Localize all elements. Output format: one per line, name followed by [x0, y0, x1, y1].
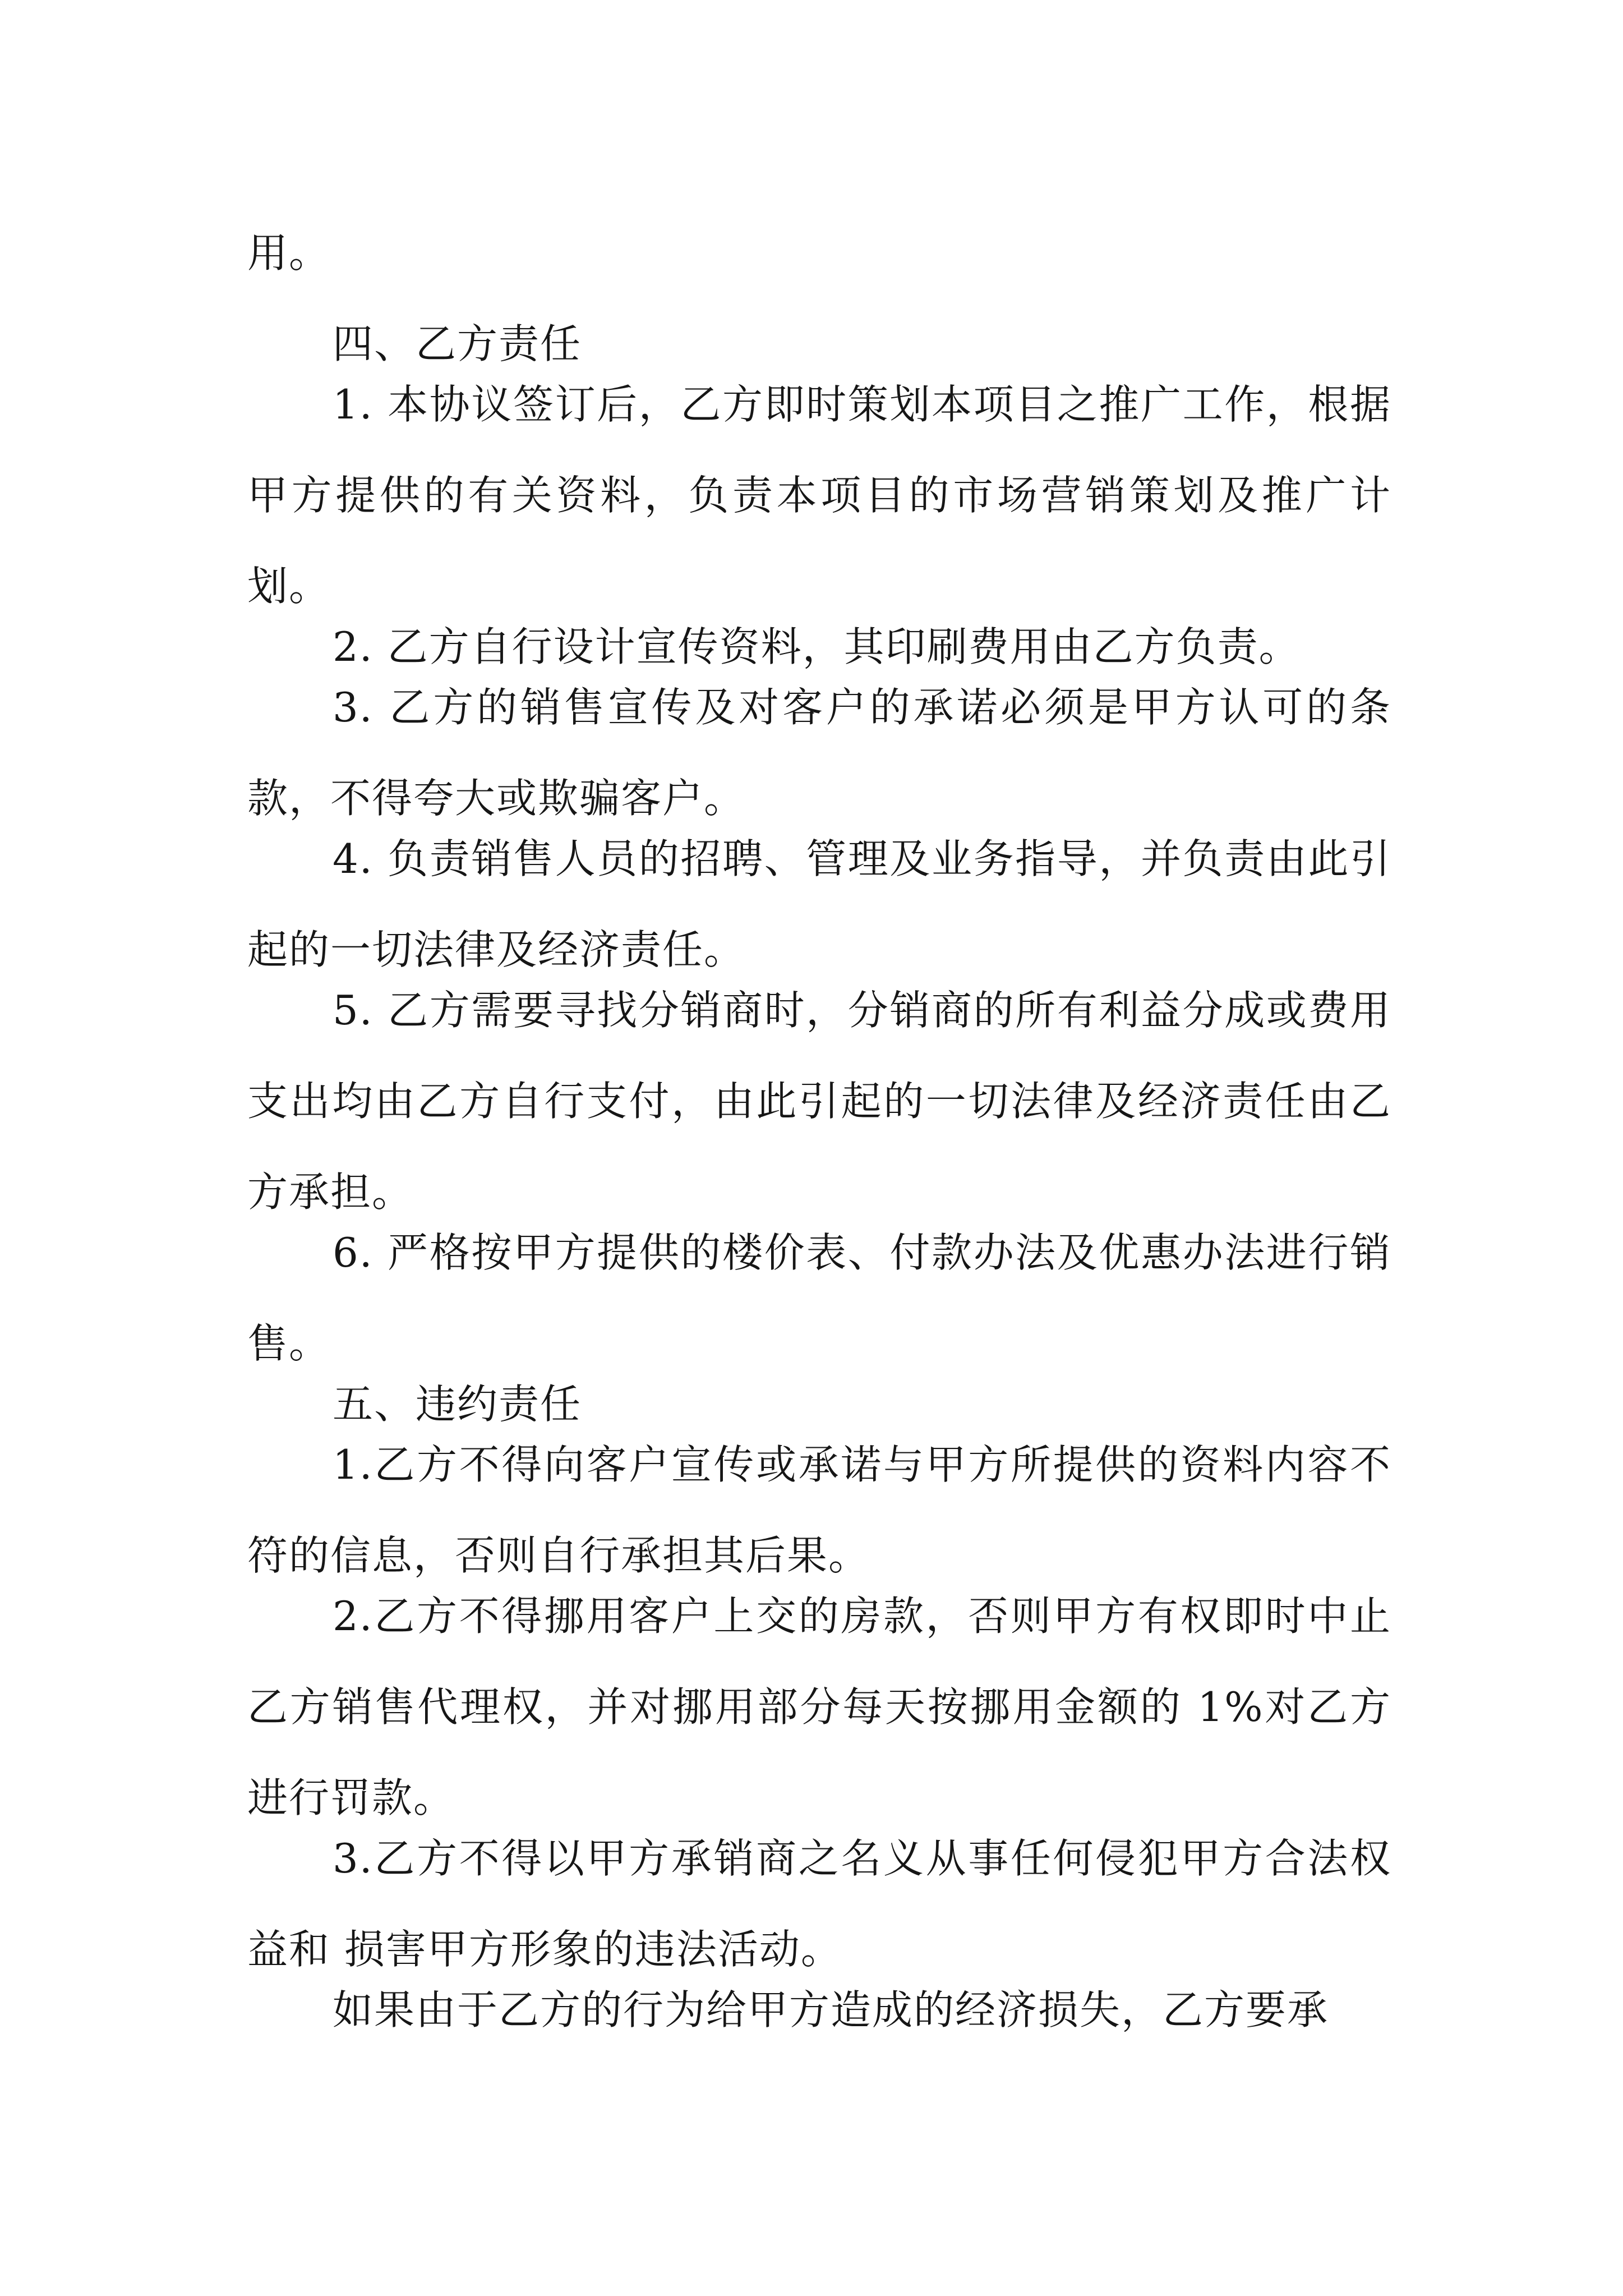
paragraph-continuation: 用。: [247, 229, 331, 277]
clause-b-1: 1. 本协议签订后，乙方即时策划本项目之推广工作，根据甲方提供的有关资料，负责本项目的市场营销策划及推广计划。: [247, 381, 1391, 610]
clause-breach-3: 3.乙方不得以甲方承销商之名义从事任何侵犯甲方合法权益和 损害甲方形象的违法活动。: [247, 1835, 1391, 1973]
clause-b-2: 2. 乙方自行设计宣传资料，其印刷费用由乙方负责。: [333, 623, 1301, 670]
clause-b-6: 6. 严格按甲方提供的楼价表、付款办法及优惠办法进行销售。: [247, 1229, 1391, 1367]
clause-b-5: 5. 乙方需要寻找分销商时，分销商的所有利益分成或费用支出均由乙方自行支付，由此引起的一切法律及经济责任由乙方承担。: [247, 987, 1391, 1216]
clause-breach-2: 2.乙方不得挪用客户上交的房款，否则甲方有权即时中止乙方销售代理权，并对挪用部分每天按挪用金额的 1%对乙方进行罚款。: [247, 1593, 1391, 1821]
paragraph-loss-liability: 如果由于乙方的行为给甲方造成的经济损失，乙方要承: [333, 1986, 1329, 2033]
clause-b-3: 3. 乙方的销售宣传及对客户的承诺必须是甲方认可的条款，不得夸大或欺骗客户。: [247, 684, 1391, 822]
clause-b-4: 4. 负责销售人员的招聘、管理及业务指导，并负责由此引起的一切法律及经济责任。: [247, 835, 1391, 973]
clause-breach-1: 1.乙方不得向客户宣传或承诺与甲方所提供的资料内容不符的信息，否则自行承担其后果。: [247, 1441, 1391, 1579]
section-heading-party-b-duties: 四、乙方责任: [333, 320, 582, 367]
section-heading-breach-liability: 五、违约责任: [333, 1381, 582, 1428]
